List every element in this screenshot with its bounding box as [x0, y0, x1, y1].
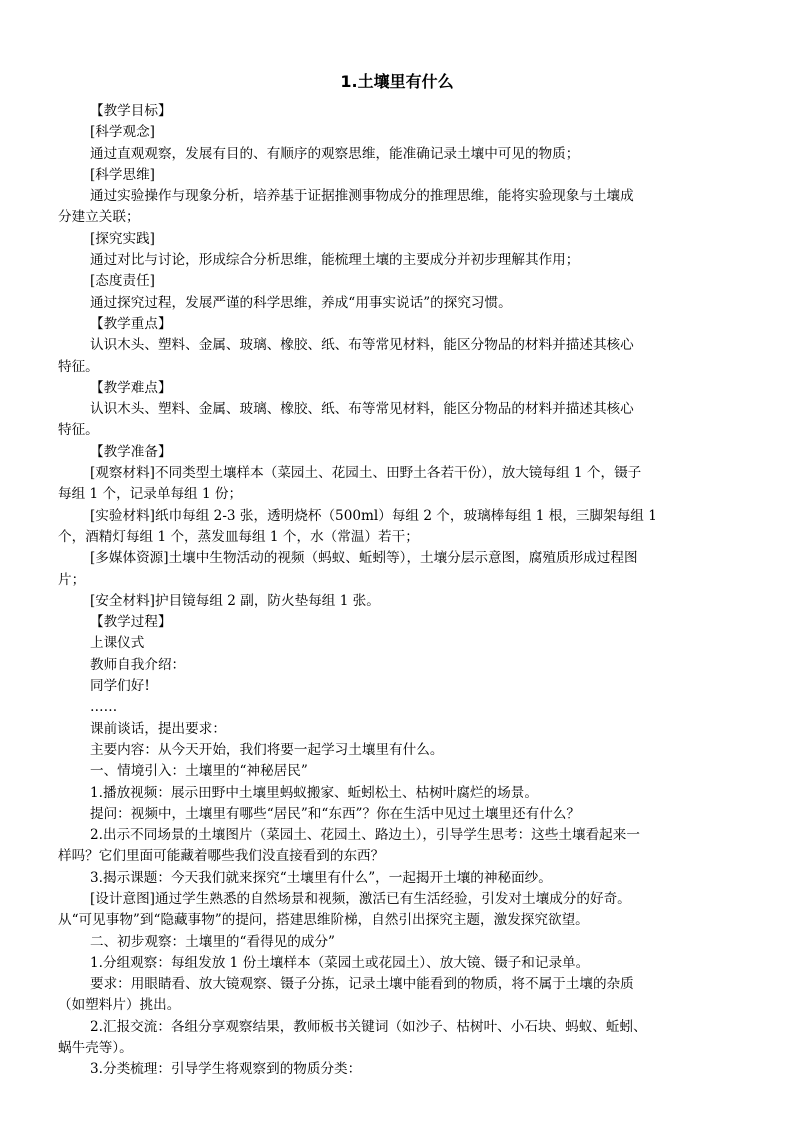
paragraph-line: [设计意图]通过学生熟悉的自然场景和视频，激活已有生活经验，引发对土壤成分的好奇。 — [90, 890, 631, 907]
paragraph-line: 课前谈话，提出要求： — [90, 720, 226, 737]
paragraph — [90, 293, 733, 314]
paragraph-line: [多媒体资源]土壤中生物活动的视频（蚂蚁、蚯蚓等），土壤分层示意图，腐殖质形成过程图 — [90, 550, 638, 567]
paragraph — [58, 1017, 733, 1060]
paragraph-continuation: 特征。 — [58, 358, 99, 375]
paragraph-line: [安全材料]护目镜每组 2 副，防火垫每组 1 张。 — [90, 592, 380, 609]
paragraph-continuation: 每组 1 个，记录单每组 1 份； — [58, 486, 243, 503]
paragraph-line: 要求：用眼睛看、放大镜观察、镊子分拣，记录土壤中能看到的物质，将不属于土壤的杂质 — [90, 976, 634, 993]
paragraph-line: 3.分类梳理：引导学生将观察到的物质分类： — [90, 1061, 362, 1078]
paragraph-line: [探究实践] — [90, 230, 155, 247]
paragraph — [90, 783, 733, 804]
document-title: 1.土壤里有什么 — [340, 72, 454, 91]
paragraph-line: 1.播放视频：展示田野中土壤里蚂蚁搬家、蚯蚓松土、枯树叶腐烂的场景。 — [90, 784, 538, 801]
paragraph — [90, 314, 733, 335]
paragraph-continuation: （如塑料片）挑出。 — [58, 997, 181, 1014]
paragraph-continuation: 个，酒精灯每组 1 个，蒸发皿每组 1 个，水（常温）若干； — [58, 528, 419, 545]
paragraph — [58, 889, 733, 932]
paragraph — [90, 804, 733, 825]
paragraph — [58, 974, 733, 1017]
paragraph-line: …… — [90, 699, 118, 716]
paragraph-line: [实验材料]纸巾每组 2-3 张，透明烧杯（500ml）每组 2 个，玻璃棒每组 1 根，三脚架每组 1 — [90, 507, 657, 524]
paragraph-line: 认识木头、塑料、金属、玻璃、橡胶、纸、布等常见材料，能区分物品的材料并描述其核心 — [90, 337, 634, 354]
paragraph-continuation: 从“可见事物”到“隐藏事物”的提问，搭建思维阶梯，自然引出探究主题，激发探究欲望。 — [58, 912, 589, 929]
paragraph-line: 教师自我介绍： — [90, 656, 186, 673]
paragraph — [90, 250, 733, 271]
paragraph-line: 二、初步观察：土壤里的“看得见的成分” — [90, 933, 335, 950]
paragraph — [90, 229, 733, 250]
paragraph — [90, 697, 733, 718]
paragraph-line: [科学思维] — [90, 166, 155, 183]
paragraph-line: 通过实验操作与现象分析，培养基于证据推测事物成分的推理思维，能将实验现象与土壤成 — [90, 188, 634, 205]
paragraph — [90, 740, 733, 761]
paragraph — [58, 186, 733, 229]
paragraph — [90, 612, 733, 633]
paragraph-line: [科学观念] — [90, 124, 155, 141]
paragraph-line: 通过探究过程，发展严谨的科学思维，养成“用事实说话”的探究习惯。 — [90, 294, 512, 311]
paragraph-line: 同学们好! — [90, 678, 150, 695]
paragraph-continuation: 蜗牛壳等）。 — [58, 1040, 133, 1057]
paragraph — [58, 463, 733, 506]
paragraph-line: 【教学重点】 — [90, 315, 172, 332]
paragraph — [90, 761, 733, 782]
paragraph-line: 通过直观观察，发展有目的、有顺序的观察思维，能准确记录土壤中可见的物质； — [90, 145, 580, 162]
paragraph — [90, 932, 733, 953]
paragraph-line: 一、情境引入：土壤里的“神秘居民” — [90, 763, 308, 780]
paragraph — [90, 1059, 733, 1080]
paragraph — [90, 676, 733, 697]
paragraph — [90, 144, 733, 165]
paragraph — [90, 122, 733, 143]
paragraph — [90, 868, 733, 889]
paragraph-line: 3.揭示课题：今天我们就来探究“土壤里有什么”，一起揭开土壤的神秘面纱。 — [90, 869, 552, 886]
paragraph-line: 1.分组观察：每组发放 1 份土壤样本（菜园土或花园土）、放大镜、镊子和记录单。 — [90, 954, 590, 971]
paragraph-line: [观察材料]不同类型土壤样本（菜园土、花园土、田野土各若干份），放大镜每组 1 个，镊子 — [90, 465, 642, 482]
paragraph-line: 主要内容：从今天开始，我们将要一起学习土壤里有什么。 — [90, 741, 444, 758]
paragraph — [90, 101, 733, 122]
paragraph-continuation: 分建立关联； — [58, 209, 140, 226]
paragraph — [90, 655, 733, 676]
paragraph-line: 【教学难点】 — [90, 379, 172, 396]
paragraph — [58, 506, 733, 549]
paragraph-line: 认识木头、塑料、金属、玻璃、橡胶、纸、布等常见材料，能区分物品的材料并描述其核心 — [90, 401, 634, 418]
document-body — [58, 101, 733, 1081]
paragraph-continuation: 样吗？它们里面可能藏着哪些我们没直接看到的东西？ — [58, 848, 385, 865]
paragraph-line: [态度责任] — [90, 273, 155, 290]
paragraph — [90, 165, 733, 186]
paragraph — [58, 825, 733, 868]
paragraph — [90, 442, 733, 463]
paragraph-line: 【教学准备】 — [90, 443, 172, 460]
paragraph-line: 2.出示不同场景的土壤图片（菜园土、花园土、路边土），引导学生思考：这些土壤看起来一 — [90, 827, 640, 844]
paragraph — [90, 953, 733, 974]
paragraph-line: 上课仪式 — [90, 635, 145, 652]
paragraph-line: 通过对比与讨论，形成综合分析思维，能梳理土壤的主要成分并初步理解其作用； — [90, 252, 580, 269]
paragraph — [58, 335, 733, 378]
paragraph — [58, 548, 733, 591]
paragraph-line: 【教学过程】 — [90, 614, 172, 631]
paragraph — [90, 378, 733, 399]
paragraph-line: 2.汇报交流：各组分享观察结果，教师板书关键词（如沙子、枯树叶、小石块、蚂蚁、蚯蚓、 — [90, 1018, 647, 1035]
paragraph — [90, 719, 733, 740]
paragraph — [90, 591, 733, 612]
paragraph-line: 【教学目标】 — [90, 103, 172, 119]
paragraph-continuation: 特征。 — [58, 422, 99, 439]
paragraph-line: 提问：视频中，土壤里有哪些“居民”和“东西”？你在生活中见过土壤里还有什么？ — [90, 805, 580, 822]
paragraph — [58, 399, 733, 442]
paragraph-continuation: 片； — [58, 571, 86, 588]
paragraph — [90, 633, 733, 654]
paragraph — [90, 271, 733, 292]
